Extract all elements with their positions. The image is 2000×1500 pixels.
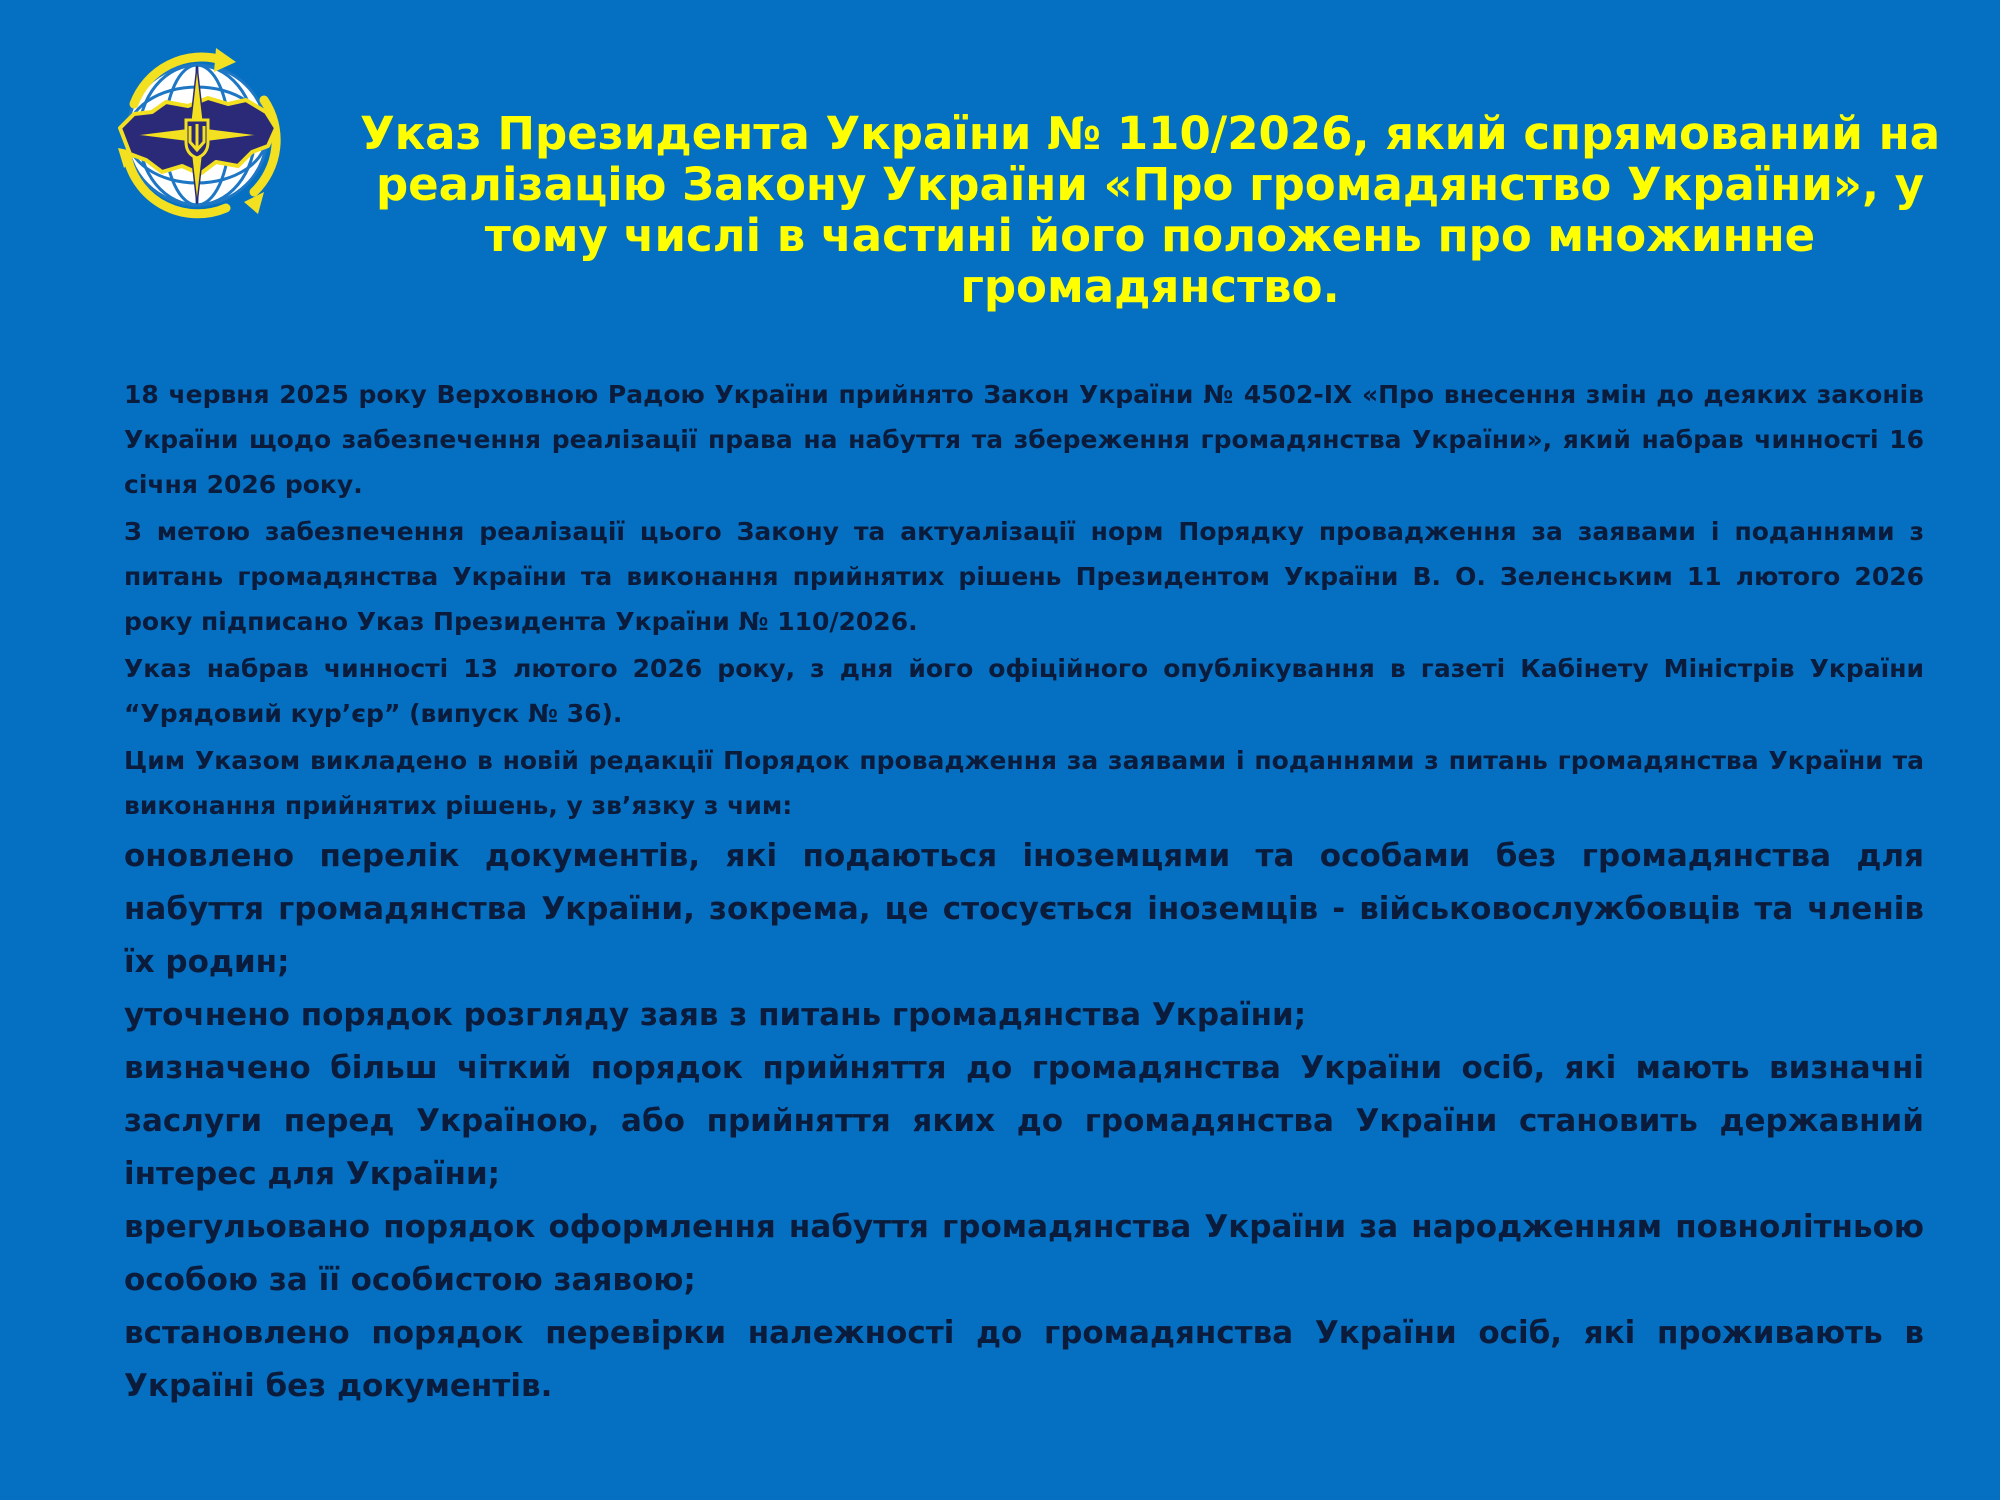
paragraph-decree-effective: Указ набрав чинності 13 лютого 2026 року, з дня його офіційного опублікування в газеті Кабінету Міністрів України “Урядовий кур’єр” (випуск № 36). xyxy=(124,654,1924,728)
paragraph-new-procedure: Цим Указом викладено в новій редакції Порядок провадження за заявами і поданнями з питань громадянства України та виконання прийнятих рішень, у зв’язку з чим: xyxy=(124,746,1924,820)
list-item-birthright: врегульовано порядок оформлення набуття громадянства України за народженням повнолітньою особою за її особистою заявою; xyxy=(124,1209,1924,1298)
page-title: Указ Президента України № 110/2026, який спрямований на реалізацію Закону України «Про громадянство України», у тому числі в частині його положень про множинне громадянство. xyxy=(359,107,1941,313)
paragraph-decree-signing: З метою забезпечення реалізації цього Закону та актуалізації норм Порядку провадження за заявами і поданнями з питань громадянства України та виконання прийнятих рішень Президентом України В. О. Зеленським 11 лютого 2026 року підписано Указ Президента України № 110/2026. xyxy=(124,517,1924,636)
list-item-applications: уточнено порядок розгляду заяв з питань громадянства України; xyxy=(124,997,1307,1033)
document-body xyxy=(124,372,1924,1413)
list-item-documents: оновлено перелік документів, які подаються іноземцями та особами без громадянства для набуття громадянства України, зокрема, це стосується іноземців - військовослужбовців та членів їх родин; xyxy=(124,838,1924,980)
list-item-merits: визначено більш чіткий порядок прийняття до громадянства України осіб, які мають визначні заслуги перед Україною, або прийняття яких до громадянства України становить державний інтерес для України; xyxy=(124,1050,1924,1192)
state-migration-service-emblem-icon xyxy=(104,42,290,228)
paragraph-law-adoption: 18 червня 2025 року Верховною Радою України прийнято Закон України № 4502-IX «Про внесення змін до деяких законів України щодо забезпечення реалізації права на набуття та збереження громадянства України», який набрав чинності 16 січня 2026 року. xyxy=(124,380,1924,499)
list-item-verification: встановлено порядок перевірки належності до громадянства України осіб, які проживають в Україні без документів. xyxy=(124,1315,1924,1404)
emblem-logo xyxy=(104,42,290,228)
